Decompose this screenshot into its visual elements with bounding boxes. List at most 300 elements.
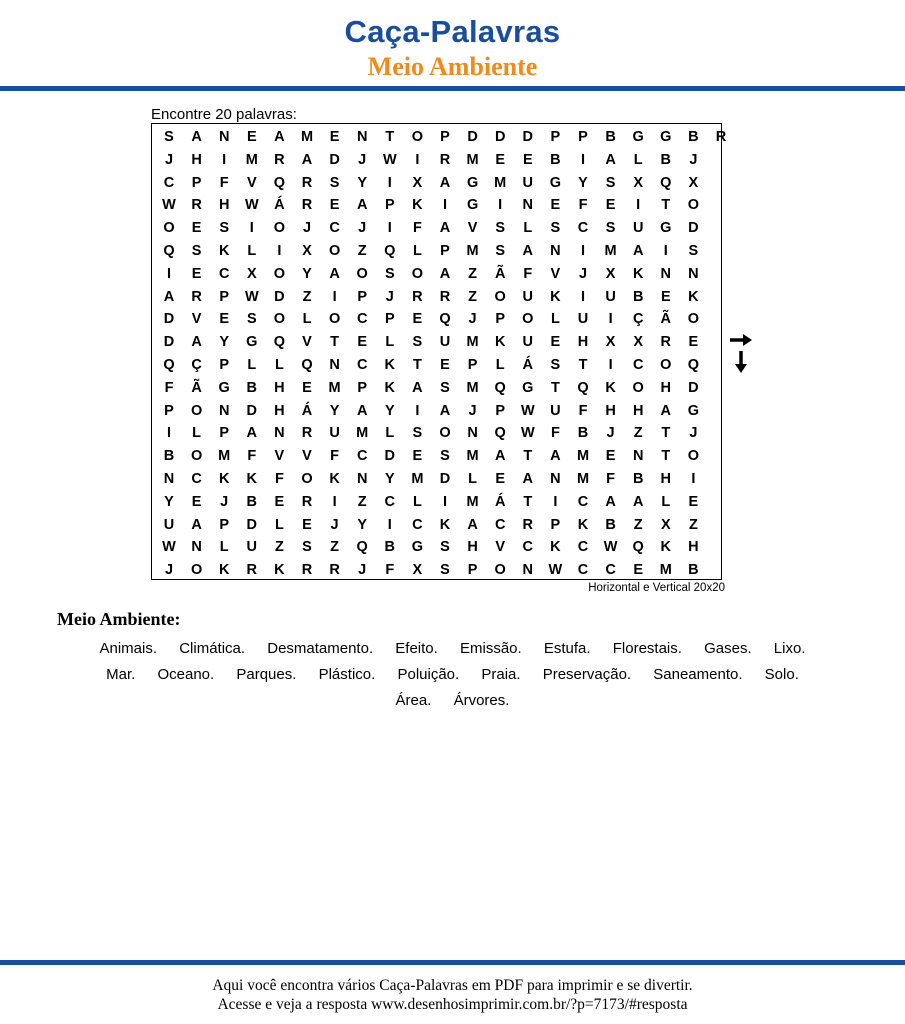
grid-cell: B [605, 516, 616, 533]
word-search-grid [151, 123, 727, 580]
grid-cell: A [301, 151, 313, 168]
grid-cell: V [191, 311, 202, 328]
grid-cell: T [550, 379, 560, 396]
grid-cell: F [164, 379, 174, 396]
grid-cell: J [302, 220, 312, 237]
grid-cell: P [467, 357, 478, 373]
grid-cell: S [412, 334, 423, 351]
grid-cell: I [387, 220, 392, 237]
grid-cell: R [301, 197, 313, 214]
grid-cell: I [691, 471, 696, 487]
grid-cell: I [580, 288, 586, 305]
grid-cell: T [385, 129, 395, 145]
grid-cell: H [274, 379, 285, 396]
grid-cell: C [356, 311, 368, 328]
grid-cell: I [166, 425, 172, 442]
grid-cell: L [523, 220, 533, 237]
grid-cell: P [219, 516, 230, 533]
word-list-item: Área. [395, 692, 432, 709]
grid-cell: O [439, 425, 451, 442]
grid-cell: E [495, 471, 506, 487]
grid-cell: B [660, 151, 672, 168]
grid-cell: W [162, 539, 176, 556]
grid-cell: K [329, 471, 340, 487]
grid-cell: E [440, 357, 450, 373]
grid-cell: R [191, 197, 202, 214]
grid-cell: J [578, 265, 588, 282]
grid-cell: S [495, 243, 506, 259]
grid-cell: A [163, 288, 175, 305]
grid-cell: I [580, 243, 586, 259]
grid-cell: N [356, 471, 368, 487]
grid-cell: S [302, 539, 312, 556]
grid-cell: N [522, 197, 534, 214]
grid-cell: W [162, 197, 176, 214]
grid-cell: L [385, 334, 395, 351]
grid-cell: P [440, 129, 450, 145]
grid-cell: V [302, 334, 312, 351]
grid-cell: I [442, 197, 448, 214]
grid-cell: G [660, 129, 672, 145]
grid-cell: M [356, 425, 369, 442]
grid-cell: K [218, 471, 230, 487]
grid-cell: Z [330, 539, 340, 556]
grid-cell: N [163, 471, 175, 487]
grid-cell: J [689, 425, 698, 442]
grid-cell: P [219, 288, 230, 305]
grid-cell: I [636, 197, 641, 214]
grid-cell: R [191, 288, 202, 305]
grid-cell: I [498, 197, 503, 214]
grid-cell: O [273, 220, 286, 237]
word-list-item: Preservação. [542, 666, 632, 683]
grid-cell: K [605, 379, 616, 396]
grid-cell: E [605, 197, 616, 214]
grid-cell: J [358, 151, 367, 168]
grid-cell: Á [522, 357, 534, 373]
grid-cell: S [219, 220, 230, 237]
grid-cell: E [274, 493, 285, 510]
grid-cell: D [163, 334, 175, 351]
grid-cell: Z [468, 288, 478, 305]
grid-cell: A [632, 493, 644, 510]
grid-cell: S [550, 357, 561, 373]
grid-cell: N [632, 448, 644, 465]
footer [0, 976, 905, 1014]
grid-cell: P [467, 562, 478, 579]
grid-cell: S [495, 220, 506, 237]
grid-cell: W [520, 425, 535, 442]
grid-cell: D [246, 516, 258, 533]
grid-cell: Q [163, 357, 175, 373]
grid-cell: T [661, 197, 671, 214]
grid-cell: K [246, 471, 258, 487]
grid-cell: Y [329, 402, 340, 419]
grid-cell: U [522, 288, 534, 305]
grid-cell: A [274, 129, 285, 145]
grid-cell: C [384, 493, 396, 510]
grid-cell: U [632, 220, 644, 237]
grid-cell: L [192, 425, 202, 442]
grid-cell: X [633, 174, 644, 191]
grid-cell: O [522, 311, 534, 328]
grid-cell: C [329, 220, 340, 237]
grid-cell: C [218, 265, 230, 282]
grid-cell: S [688, 243, 699, 259]
grid-cell: E [550, 197, 561, 214]
grid-cell: N [191, 539, 202, 556]
grid-cell: R [412, 288, 423, 305]
grid-cell: K [439, 516, 451, 533]
grid-cell: H [632, 402, 644, 419]
grid-cell: M [300, 129, 314, 145]
grid-cell: D [329, 151, 340, 168]
grid-cell: A [191, 334, 202, 351]
grid-cell: L [247, 243, 257, 259]
grid-cell: H [467, 539, 478, 556]
grid-cell: B [246, 493, 258, 510]
grid-cell: F [550, 425, 560, 442]
word-list-item: Praia. [481, 666, 521, 683]
arrow-down-icon [734, 350, 748, 374]
grid-cell: L [633, 151, 643, 168]
grid-cell: Q [577, 379, 589, 396]
grid-cell: B [163, 448, 175, 465]
word-list-item: Parques. [236, 666, 297, 683]
grid-cell: O [163, 220, 175, 237]
grid-cell: M [466, 334, 479, 351]
grid-cell: D [688, 220, 699, 237]
grid-cell: S [440, 448, 450, 465]
grid-cell: J [468, 311, 477, 328]
grid-cell: I [332, 493, 337, 510]
grid-cell: A [439, 402, 451, 419]
word-list-item: Animais. [99, 640, 158, 657]
grid-cell: S [605, 174, 616, 191]
word-list-item: Árvores. [453, 692, 510, 709]
grid-cell: O [190, 562, 203, 579]
grid-cell: Z [274, 539, 284, 556]
grid-cell: F [385, 562, 395, 579]
grid-cell: T [523, 493, 533, 510]
grid-cell: Z [633, 425, 643, 442]
grid-cell: P [550, 516, 561, 533]
grid-cell: Z [302, 288, 312, 305]
grid-cell: G [660, 220, 672, 237]
grid-cell: Z [633, 516, 643, 533]
grid-cell: L [661, 493, 671, 510]
grid-cell: A [605, 151, 616, 168]
grid-cell: I [442, 493, 448, 510]
grid-cell: U [522, 174, 534, 191]
top-divider [0, 86, 905, 91]
grid-cell: Q [687, 357, 700, 373]
grid-cell: T [523, 448, 533, 465]
grid-cell: C [577, 539, 589, 556]
grid-cell: V [495, 539, 506, 556]
grid-cell: N [522, 562, 534, 579]
grid-cell: Z [357, 493, 367, 510]
grid-cell: K [577, 516, 589, 533]
grid-cell: E [357, 334, 368, 351]
grid-cell: L [302, 311, 312, 328]
grid-cell: S [440, 379, 450, 396]
grid-cell: J [220, 493, 229, 510]
grid-cell: G [246, 334, 258, 351]
grid-cell: X [246, 265, 257, 282]
grid-cell: L [412, 493, 422, 510]
grid-cell: P [440, 243, 450, 259]
grid-cell: E [246, 129, 257, 145]
grid-cell: Ã [660, 311, 672, 328]
grid-cell: I [166, 265, 172, 282]
grid-cell: G [218, 379, 230, 396]
grid-cell: S [384, 265, 395, 282]
grid-cell: A [439, 220, 451, 237]
grid-cell: O [328, 311, 341, 328]
grid-cell: H [218, 197, 230, 214]
grid-cell: A [191, 516, 202, 533]
grid-cell: X [302, 243, 312, 259]
grid-cell: B [632, 288, 644, 305]
grid-cell: Q [301, 357, 313, 373]
grid-cell: A [356, 197, 368, 214]
grid-cell: D [467, 129, 478, 145]
grid-cell: F [247, 448, 257, 465]
grid-cell: Y [384, 402, 395, 419]
grid-cell: Á [274, 197, 285, 214]
word-list-item: Efeito. [395, 640, 438, 657]
grid-cell: L [247, 357, 257, 373]
word-list-item: Desmatamento. [267, 640, 374, 657]
grid-cell: Y [219, 334, 230, 351]
grid-cell: R [715, 129, 727, 145]
word-list-item: Climática. [179, 640, 246, 657]
grid-cell: O [356, 265, 368, 282]
grid-cell: P [550, 129, 561, 145]
grid-cell: R [301, 425, 313, 442]
grid-cell: S [412, 425, 423, 442]
grid-cell: M [466, 493, 479, 510]
grid-cell: I [332, 288, 337, 305]
grid-cell: Ç [632, 311, 644, 328]
grid-cell: F [330, 448, 340, 465]
grid-cell: N [274, 425, 285, 442]
grid-cell: K [632, 265, 644, 282]
bottom-divider [0, 960, 905, 965]
grid-cell: Á [494, 493, 506, 510]
grid-cell: B [384, 539, 396, 556]
grid-cell: S [191, 243, 202, 259]
grid-cell: X [412, 562, 423, 579]
grid-cell: G [466, 197, 479, 214]
grid-cell: T [661, 448, 671, 465]
grid-cell: R [439, 288, 451, 305]
grid-cell: H [688, 539, 699, 556]
grid-cell: I [387, 174, 392, 191]
grid-cell: H [274, 402, 285, 419]
grid-cell: Q [632, 539, 644, 556]
grid-cell: C [412, 516, 423, 533]
grid-cell: Q [494, 379, 506, 396]
grid-cell: C [605, 562, 616, 579]
grid-cell: E [633, 562, 644, 579]
grid-cell: N [329, 357, 340, 373]
grid-cell: W [382, 151, 397, 168]
grid-cell: A [522, 471, 534, 487]
grid-cell: E [302, 379, 312, 396]
grid-cell: J [358, 220, 367, 237]
word-list-item: Poluição. [397, 666, 460, 683]
grid-cell: N [467, 425, 478, 442]
grid-cell: I [387, 516, 392, 533]
grid-cell: E [302, 516, 312, 533]
grid-cell: Q [273, 334, 286, 351]
grid-cell: L [274, 357, 284, 373]
grid-cell: A [494, 448, 506, 465]
grid-cell: M [411, 471, 424, 487]
word-list [30, 636, 875, 714]
grid-cell: C [494, 516, 506, 533]
grid-cell: R [274, 151, 285, 168]
grid-cell: B [550, 151, 561, 168]
grid-cell: M [604, 243, 617, 259]
grid-cell: R [246, 562, 258, 579]
grid-cell: N [218, 129, 230, 145]
grid-cell: Z [357, 243, 367, 259]
grid-cell: A [632, 243, 644, 259]
grid-cell: I [415, 151, 420, 168]
grid-cell: E [412, 448, 423, 465]
grid-cell: O [687, 197, 700, 214]
grid-cell: T [661, 425, 671, 442]
grid-cell: L [495, 357, 505, 373]
word-list-item: Florestais. [612, 640, 682, 657]
word-list-title: Meio Ambiente: [57, 609, 181, 629]
grid-cell: G [632, 129, 644, 145]
grid-cell: H [660, 379, 672, 396]
grid-cell: J [468, 402, 477, 419]
grid-cell: J [606, 425, 615, 442]
grid-cell: I [608, 311, 613, 328]
grid-cell: P [219, 357, 230, 373]
grid-cell: B [577, 425, 589, 442]
grid-cell: K [550, 539, 561, 556]
grid-cell: G [466, 174, 479, 191]
grid-cell: Q [494, 425, 506, 442]
grid-cell: N [356, 129, 368, 145]
word-list-item: Gases. [704, 640, 752, 657]
grid-cell: C [356, 357, 368, 373]
grid-cell: L [550, 311, 560, 328]
grid-cell: E [219, 311, 230, 328]
grid-cell: F [523, 265, 533, 282]
footer-line-1: Aqui você encontra vários Caça-Palavras em PDF para imprimir e se divertir. [212, 977, 693, 994]
grid-cell: A [522, 243, 534, 259]
grid-cell: I [415, 402, 420, 419]
grid-cell: U [522, 334, 534, 351]
grid-cell: D [439, 471, 451, 487]
grid-cell: K [688, 288, 699, 305]
grid-cell: M [466, 243, 479, 259]
grid-cell: P [384, 197, 395, 214]
grid-cell: A [412, 379, 423, 396]
grid-cell: A [439, 265, 451, 282]
grid-cell: D [274, 288, 285, 305]
grid-cell: L [385, 425, 395, 442]
grid-cell: C [577, 562, 589, 579]
grid-cell: R [329, 562, 340, 579]
grid-cell: C [163, 174, 175, 191]
word-list-item: Solo. [764, 666, 799, 683]
grid-cell: I [249, 220, 254, 237]
grid-cell: D [246, 402, 258, 419]
grid-cell: E [550, 334, 561, 351]
grid-cell: P [384, 311, 395, 328]
grid-cell: F [578, 197, 588, 214]
grid-cell: Q [439, 311, 451, 328]
grid-cell: R [301, 493, 313, 510]
grid-cell: O [190, 402, 203, 419]
grid-cell: K [218, 243, 230, 259]
grid-cell: N [550, 471, 561, 487]
grid-cell: L [468, 471, 478, 487]
grid-cell: U [605, 288, 616, 305]
grid-cell: R [301, 562, 313, 579]
grid-cell: V [274, 448, 285, 465]
grid-cell: R [301, 174, 313, 191]
grid-cell: Z [468, 265, 478, 282]
grid-cell: M [466, 448, 479, 465]
grid-cell: B [246, 379, 258, 396]
grid-cell: O [494, 562, 506, 579]
page-subtitle: Meio Ambiente [367, 52, 538, 81]
grid-cell: E [688, 493, 699, 510]
grid-cell: P [164, 402, 174, 419]
grid-cell: J [330, 516, 339, 533]
grid-cell: D [163, 311, 175, 328]
grid-cell: Y [302, 265, 312, 282]
grid-cell: K [412, 197, 423, 214]
grid-cell: U [329, 425, 340, 442]
grid-cell: P [191, 174, 202, 191]
arrow-right-icon [729, 333, 753, 347]
grid-cell: L [274, 516, 284, 533]
grid-cell: A [191, 129, 202, 145]
grid-cell: G [549, 174, 562, 191]
footer-line-2: Acesse e veja a resposta www.desenhosimprimir.com.br/?p=7173/#resposta [217, 996, 688, 1013]
grid-cell: M [466, 379, 479, 396]
grid-cell: G [522, 379, 534, 396]
grid-cell: S [329, 174, 340, 191]
grid-cell: B [688, 129, 699, 145]
grid-cell: L [219, 539, 229, 556]
grid-cell: K [384, 379, 396, 396]
word-list-item: Lixo. [773, 640, 806, 657]
grid-cell: O [632, 379, 644, 396]
grid-cell: O [494, 288, 506, 305]
grid-cell: Q [273, 174, 286, 191]
grid-cell: E [522, 151, 533, 168]
grid-cell: Á [301, 402, 313, 419]
grid-cell: U [439, 334, 451, 351]
grid-cell: T [412, 357, 422, 373]
grid-cell: I [580, 151, 586, 168]
word-list-item: Mar. [106, 666, 136, 683]
grid-cell: D [384, 448, 396, 465]
grid-cell: W [244, 288, 259, 305]
grid-cell: C [191, 471, 202, 487]
